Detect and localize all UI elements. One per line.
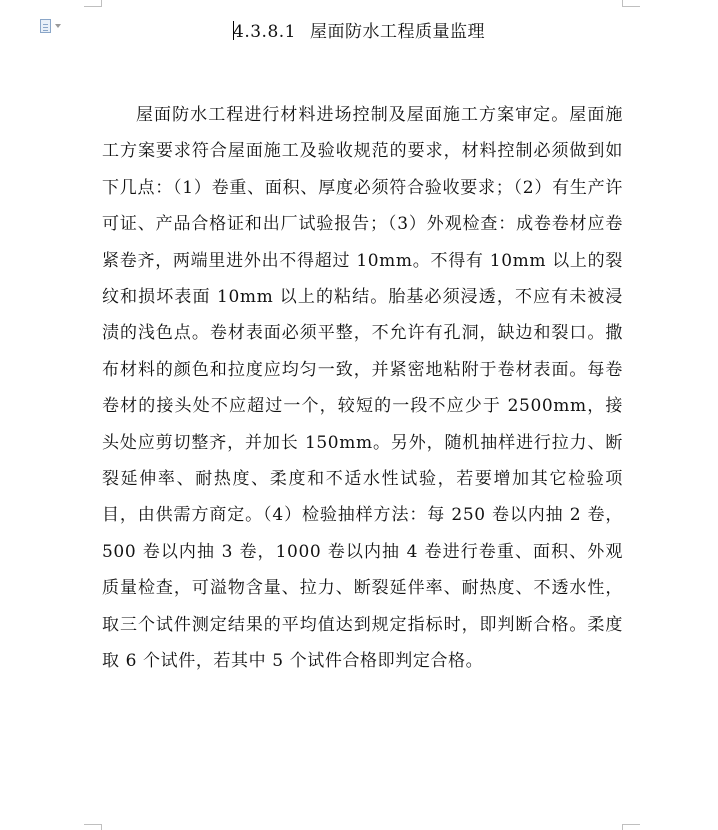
crop-mark-bottom-right bbox=[622, 824, 640, 825]
crop-mark-bottom-right bbox=[622, 824, 623, 830]
crop-mark-bottom-left bbox=[101, 824, 102, 830]
crop-mark-top-right bbox=[622, 6, 640, 7]
crop-mark-top-left bbox=[84, 6, 102, 7]
crop-mark-bottom-left bbox=[84, 824, 102, 825]
body-paragraph[interactable]: 屋面防水工程进行材料进场控制及屋面施工方案审定。屋面施工方案要求符合屋面施工及验收规范的要求，材料控制必须做到如下几点：（1）卷重、面积、厚度必须符合验收要求；（2）有生产许可证、产品合格证和出厂试验报告；（3）外观检查：成卷卷材应卷紧卷齐，两端里进外出不得超过 10mm。不得有 10mm 以上的裂纹和损坏表面 10mm 以上的粘结。胎基必须浸透，不应有未被浸渍的浅色点。卷材表面必须平整，不允许有孔洞，缺边和裂口。撒布材料的颜色和拉度应均匀一致，并紧密地粘附于卷材表面。每卷卷材的接头处不应超过一个，较短的一段不应少于 2500mm，接头处应剪切整齐，并加长 150mm。另外，随机抽样进行拉力、断裂延伸率、耐热度、柔度和不适水性试验，若要增加其它检验项目，由供需方商定。（4）检验抽样方法：每 250 卷以内抽 2 卷，500 卷以内抽 3 卷，1000 卷以内抽 4 卷进行卷重、面积、外观质量检查，可溢物含量、拉力、断裂延伴率、耐热度、不透水性，取三个试件测定结果的平均值达到规定指标时，即判断合格。柔度取 6 个试件，若其中 5 个试件合格即判定合格。 bbox=[102, 105, 623, 672]
section-number: 4.3.8.1 bbox=[233, 22, 296, 42]
section-heading bbox=[0, 19, 718, 45]
crop-mark-top-left bbox=[101, 0, 102, 7]
crop-mark-top-right bbox=[622, 0, 623, 7]
section-title: 屋面防水工程质量监理 bbox=[309, 22, 485, 42]
